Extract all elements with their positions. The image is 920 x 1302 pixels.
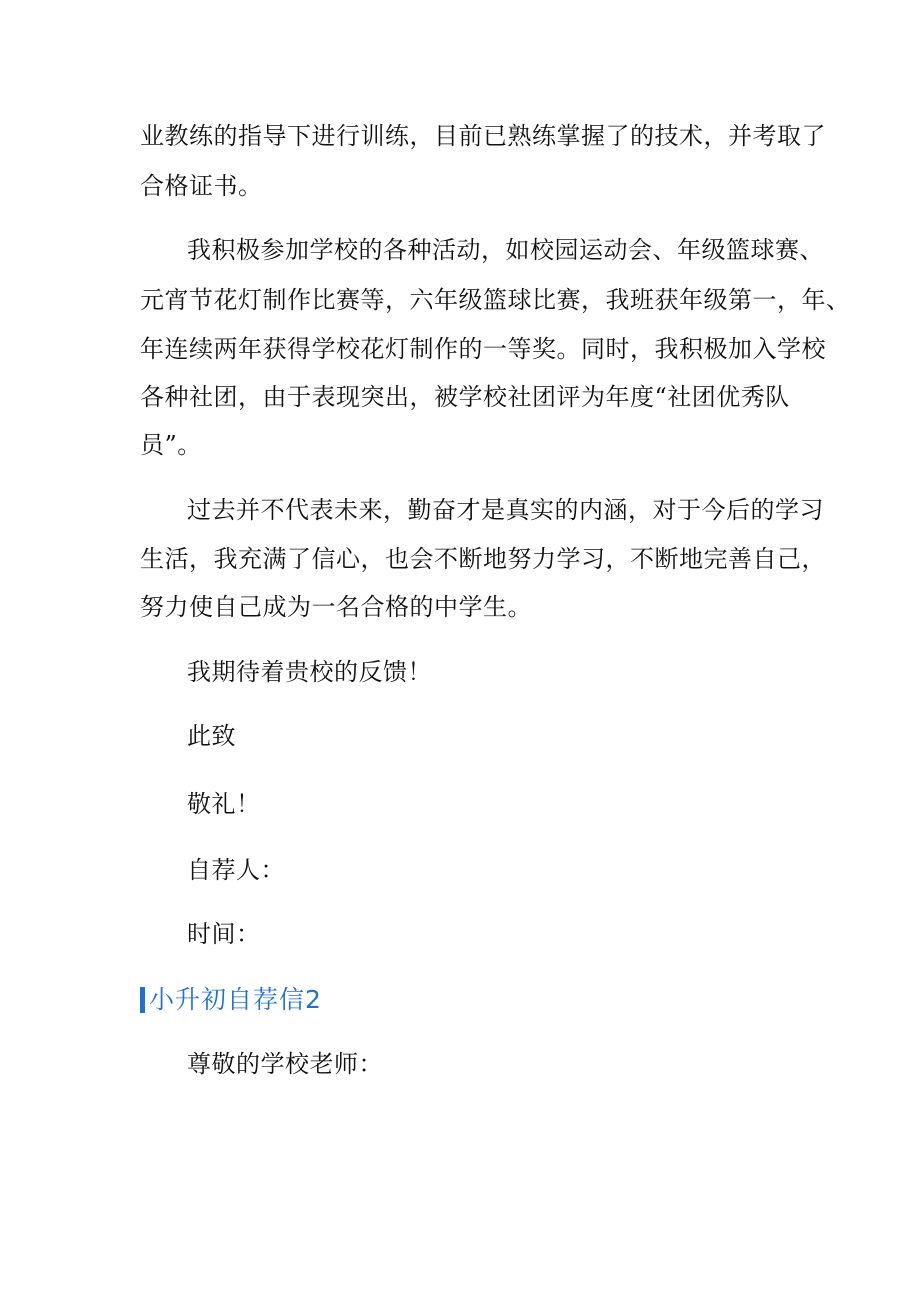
signer-label: 自荐人： [187, 856, 285, 884]
paragraph-line: 过去并不代表未来，勤奋才是真实的内涵，对于今后的学习 [187, 496, 824, 524]
paragraph-line: 我积极参加学校的各种活动，如校园运动会、年级篮球赛、 [187, 236, 824, 264]
paragraph-line: 元宵节花灯制作比赛等，六年级篮球比赛，我班获年级第一，年、 [140, 286, 851, 314]
paragraph-line: 生活，我充满了信心，也会不断地努力学习，不断地完善自己， [140, 545, 826, 573]
paragraph-line: 各种社团，由于表现突出，被学校社团评为年度“社团优秀队 [140, 383, 790, 411]
paragraph-line: 合格证书。 [140, 172, 263, 200]
closing-salutation-2: 敬礼！ [187, 790, 261, 818]
paragraph-line: 员”。 [140, 431, 202, 459]
closing-expectation: 我期待着贵校的反馈！ [187, 658, 432, 686]
heading-accent-bar [140, 987, 145, 1013]
paragraph-line: 努力使自己成为一名合格的中学生。 [140, 593, 532, 621]
paragraph-line: 年连续两年获得学校花灯制作的一等奖。同时，我积极加入学校 [140, 335, 826, 363]
date-label: 时间： [187, 920, 261, 948]
letter-greeting: 尊敬的学校老师： [187, 1050, 383, 1078]
paragraph-line: 业教练的指导下进行训练，目前已熟练掌握了的技术，并考取了 [140, 122, 826, 150]
section-heading [140, 986, 322, 1014]
closing-salutation-1: 此致 [187, 722, 236, 750]
section-heading-text: 小升初自荐信2 [149, 985, 322, 1014]
